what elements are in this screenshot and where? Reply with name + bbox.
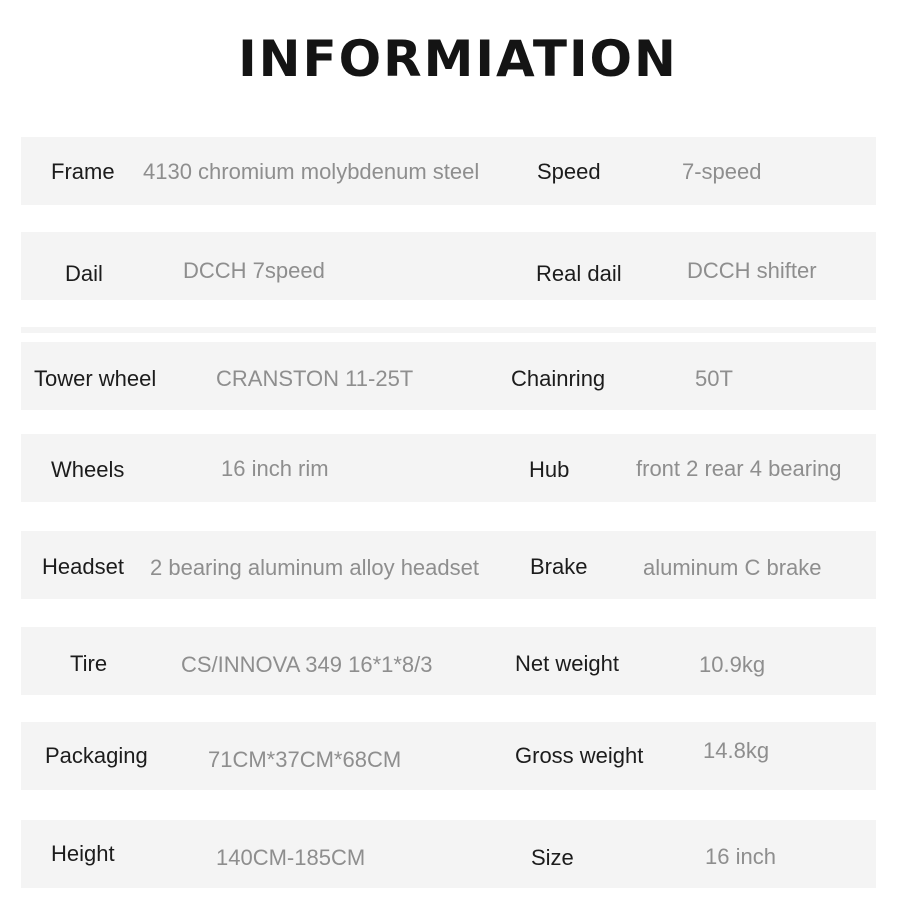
spec-label-headset: Headset	[42, 554, 124, 579]
spec-label-dail: Dail	[65, 261, 103, 286]
spec-value-wheels: 16 inch rim	[221, 456, 329, 481]
spec-value-tire: CS/INNOVA 349 16*1*8/3	[181, 652, 433, 677]
spec-label-brake: Brake	[530, 554, 588, 579]
spec-value-tower-wheel: CRANSTON 11-25T	[216, 366, 414, 391]
spec-label-tire: Tire	[70, 651, 108, 676]
spec-value-gross-weight: 14.8kg	[703, 738, 770, 763]
spec-label-height: Height	[51, 841, 115, 866]
spec-label-net-weight: Net weight	[515, 651, 619, 676]
spec-value-headset: 2 bearing aluminum alloy headset	[150, 555, 479, 580]
spec-row-height	[21, 820, 876, 888]
spec-value-size: 16 inch	[705, 844, 776, 869]
spec-row-tower-wheel	[21, 342, 876, 410]
spec-value-hub: front 2 rear 4 bearing	[636, 456, 842, 481]
spec-label-wheels: Wheels	[51, 457, 125, 482]
page-title: INFORMIATION	[238, 30, 678, 88]
spec-value-brake: aluminum C brake	[643, 555, 822, 580]
spec-row-headset	[21, 531, 876, 599]
spec-value-real-dail: DCCH shifter	[687, 258, 817, 283]
spec-value-chainring: 50T	[695, 366, 733, 391]
spec-row-dail	[21, 232, 876, 300]
spec-value-dail: DCCH 7speed	[183, 258, 325, 283]
spec-value-net-weight: 10.9kg	[699, 652, 766, 677]
spec-label-gross-weight: Gross weight	[515, 743, 644, 768]
spec-value-height: 140CM-185CM	[216, 845, 366, 870]
spec-label-frame: Frame	[51, 159, 115, 184]
row-divider	[21, 327, 876, 333]
spec-label-size: Size	[531, 845, 574, 870]
spec-row-packaging	[21, 722, 876, 790]
spec-label-chainring: Chainring	[511, 366, 606, 391]
spec-row-frame	[21, 137, 876, 205]
spec-label-packaging: Packaging	[45, 743, 148, 768]
spec-row-wheels	[21, 434, 876, 502]
spec-value-frame: 4130 chromium molybdenum steel	[143, 159, 480, 184]
spec-label-tower-wheel: Tower wheel	[34, 366, 157, 391]
spec-label-speed: Speed	[537, 159, 601, 184]
spec-row-tire	[21, 627, 876, 695]
spec-value-speed: 7-speed	[682, 159, 762, 184]
spec-label-real-dail: Real dail	[536, 261, 622, 286]
spec-value-packaging: 71CM*37CM*68CM	[208, 747, 402, 772]
spec-label-hub: Hub	[529, 457, 570, 482]
